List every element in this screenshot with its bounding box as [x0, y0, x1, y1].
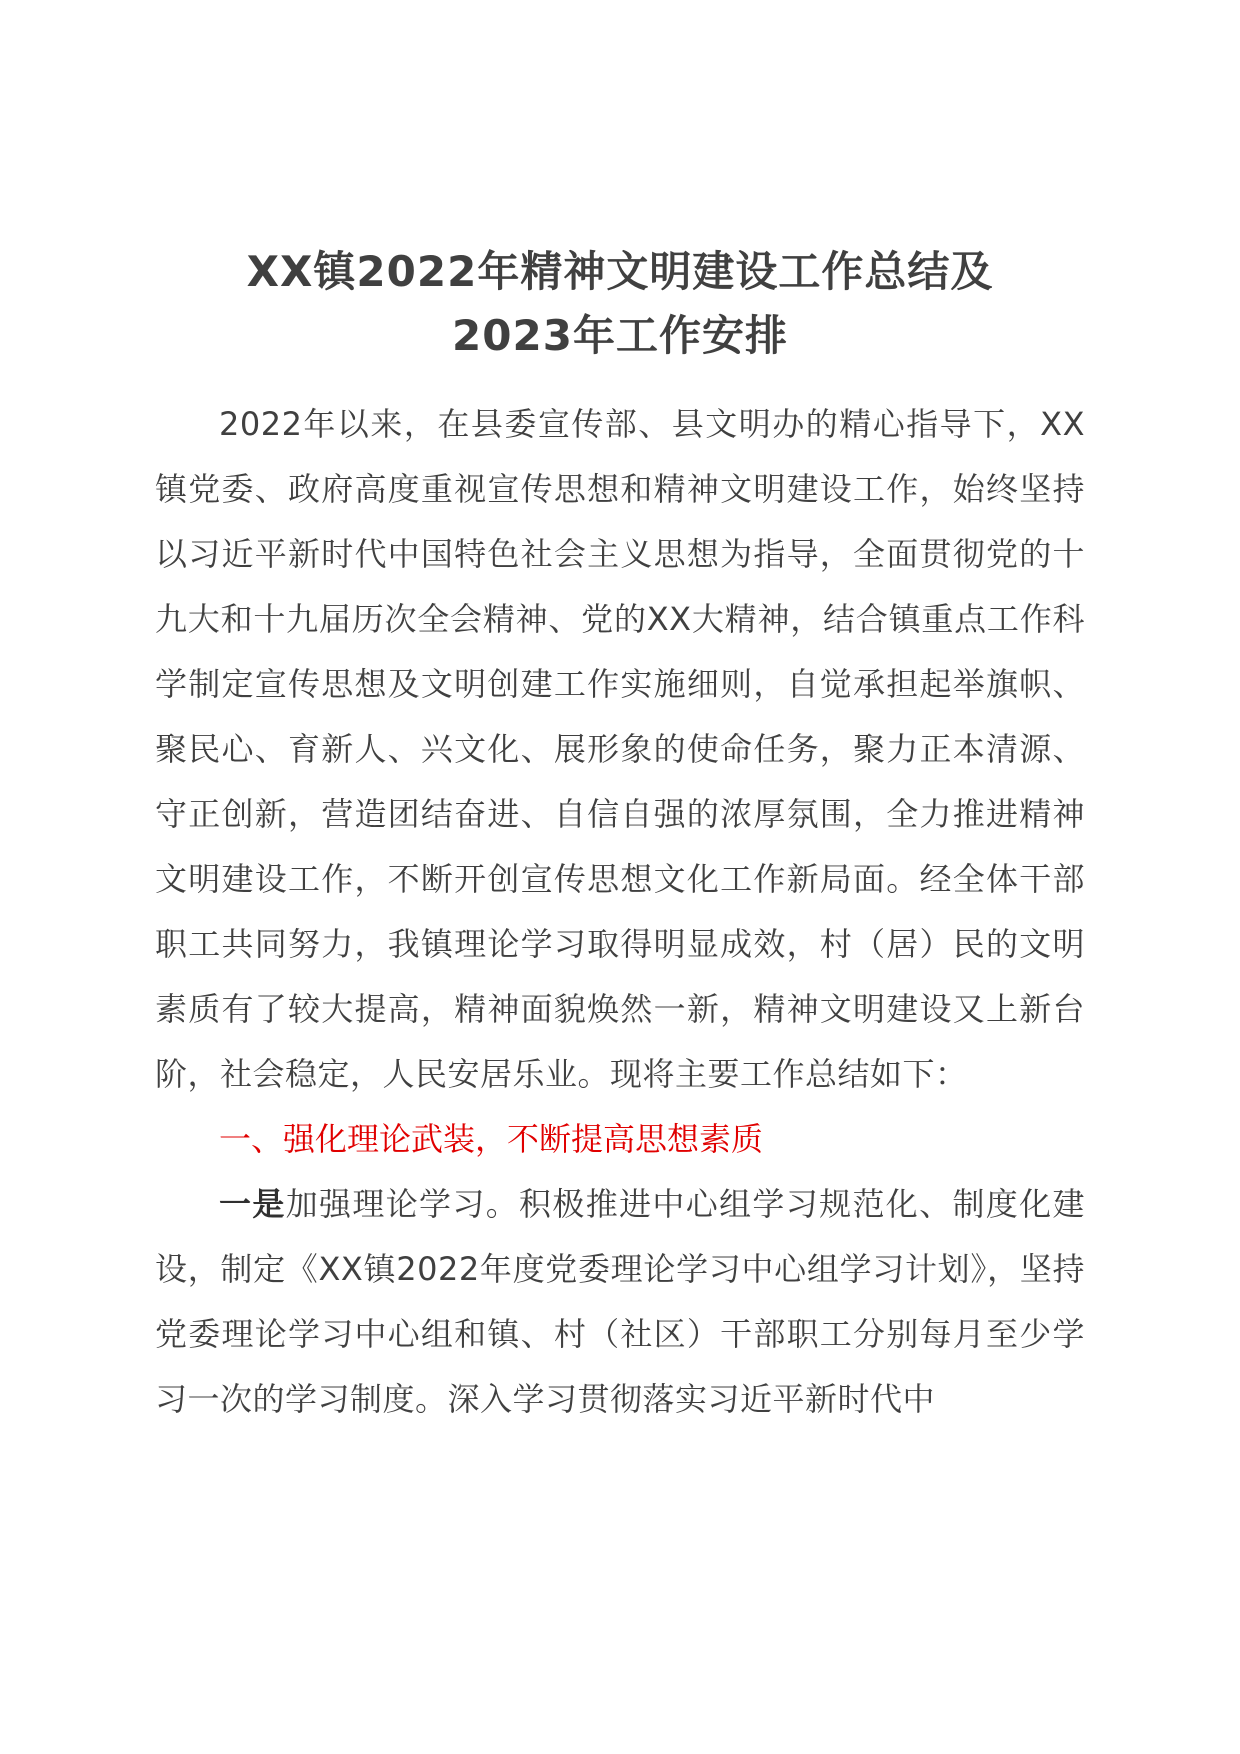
title-line-1: XX镇2022年精神文明建设工作总结及 [246, 247, 994, 296]
section-1-paragraph [155, 1172, 1085, 1432]
section-1-lead: 一是 [219, 1185, 286, 1223]
section-1-heading: 一、强化理论武装，不断提高思想素质 [219, 1120, 764, 1158]
title-line-2: 2023年工作安排 [452, 311, 788, 360]
section-1-body: 加强理论学习。积极推进中心组学习规范化、制度化建设，制定《XX镇2022年度党委理论学习中心组学习计划》，坚持党委理论学习中心组和镇、村（社区）干部职工分别每月至少学习一次的学习制度。深入学习贯彻落实习近平新时代中 [155, 1185, 1085, 1418]
document-page [155, 240, 1085, 1432]
intro-paragraph: 2022年以来，在县委宣传部、县文明办的精心指导下，XX镇党委、政府高度重视宣传思想和精神文明建设工作，始终坚持以习近平新时代中国特色社会主义思想为指导，全面贯彻党的十九大和十九届历次全会精神、党的XX大精神，结合镇重点工作科学制定宣传思想及文明创建工作实施细则，自觉承担起举旗帜、聚民心、育新人、兴文化、展形象的使命任务，聚力正本清源、守正创新，营造团结奋进、自信自强的浓厚氛围，全力推进精神文明建设工作，不断开创宣传思想文化工作新局面。经全体干部职工共同努力，我镇理论学习取得明显成效，村（居）民的文明素质有了较大提高，精神面貌焕然一新，精神文明建设又上新台阶，社会稳定，人民安居乐业。现将主要工作总结如下： [155, 405, 1085, 1093]
document-title [155, 240, 1085, 368]
